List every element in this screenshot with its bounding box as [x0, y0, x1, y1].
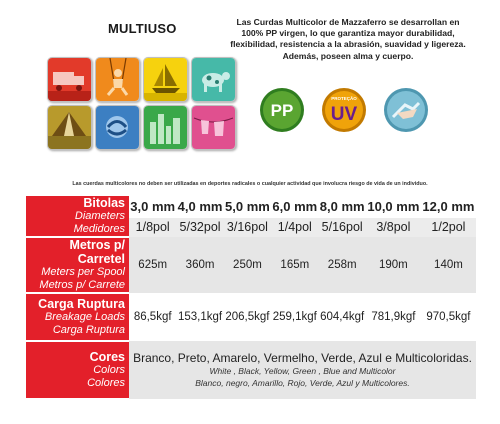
swimming-icon: [95, 105, 140, 150]
cores-sub-es: Colores: [87, 377, 125, 389]
bitolas-label: Bitolas: [83, 196, 125, 210]
breakage-load: 259,1kgf: [271, 293, 318, 341]
metros-label-cell: [26, 237, 129, 293]
specs-table: [26, 196, 476, 400]
diameter-pol: 3/16pol: [224, 218, 271, 237]
diameter-mm: 5,0 mm: [225, 198, 270, 214]
cattle-icon: [191, 57, 236, 102]
pp-badge-text: PP: [270, 101, 294, 120]
table-row-cores: [26, 341, 476, 399]
bitolas-sub-en: Diameters: [74, 210, 125, 222]
diameter-pol: 5/16pol: [319, 218, 366, 237]
cores-sub-en: Colors: [93, 364, 125, 376]
breakage-load: 970,5kgf: [421, 293, 476, 341]
clothesline-icon: [191, 105, 236, 150]
diameter-mm: 12,0 mm: [422, 198, 475, 214]
page-title: MULTIUSO: [108, 21, 177, 36]
meters-per-spool: 250m: [224, 237, 271, 293]
breakage-load: 86,5kgf: [129, 293, 176, 341]
diameter-mm: 6,0 mm: [272, 198, 318, 214]
pp-badge: [259, 87, 305, 133]
diameter-pol: 1/4pol: [271, 218, 318, 237]
meters-per-spool: 625m: [129, 237, 176, 293]
carga-sub-en: Breakage Loads: [44, 311, 125, 323]
uv-badge-top-text: PROTEÇÃO: [331, 96, 357, 101]
bitolas-label-cell: [26, 196, 129, 237]
product-description: Las Curdas Multicolor de Mazzaferro se desarrollan en 100% PP virgen, lo que garantiza mayor durabilidad, flexibilidad, resistencia a la abrasión, suavidad y ligereza. Además, poseen alma y cuerpo.: [230, 17, 466, 61]
metros-sub-es: Metros p/ Carrete: [39, 279, 125, 291]
table-row-bitolas-mm: [26, 196, 476, 218]
city-icon: [143, 105, 188, 150]
breakage-load: 206,5kgf: [224, 293, 271, 341]
bitolas-sub-es: Medidores: [73, 223, 125, 235]
colors-en: White , Black, Yellow, Green , Blue and Multicolor: [209, 366, 396, 376]
metros-label: Metros p/ Carretel: [69, 238, 125, 266]
breakage-load: 604,4kgf: [319, 293, 366, 341]
cores-label: Cores: [89, 350, 125, 364]
sailboat-icon: [143, 57, 188, 102]
hand-rope-badge: [383, 87, 429, 133]
diameter-pol: 3/8pol: [366, 218, 421, 237]
meters-per-spool: 258m: [319, 237, 366, 293]
metros-sub-en: Meters per Spool: [41, 266, 125, 278]
safety-warning: Las cuerdas multicolores no deben ser utilizadas en deportes radicales o cualquier actividad que involucra riesgo de vida de un individuo.: [72, 181, 428, 187]
truck-icon: [47, 57, 92, 102]
breakage-load: 153,1kgf: [176, 293, 223, 341]
cores-label-cell: [26, 341, 129, 399]
meters-per-spool: 140m: [421, 237, 476, 293]
tent-icon: [47, 105, 92, 150]
meters-per-spool: 360m: [176, 237, 223, 293]
diameter-pol: 1/8pol: [129, 218, 176, 237]
colors-pt: Branco, Preto, Amarelo, Vermelho, Verde, Azul e Multicoloridas.: [133, 351, 472, 365]
diameter-mm: 3,0 mm: [130, 198, 176, 214]
carga-label-cell: [26, 293, 129, 341]
swing-icon: [95, 57, 140, 102]
diameter-pol: 1/2pol: [421, 218, 476, 237]
meters-per-spool: 165m: [271, 237, 318, 293]
diameter-pol: 5/32pol: [176, 218, 223, 237]
breakage-load: 781,9kgf: [366, 293, 421, 341]
diameter-mm: 4,0 mm: [177, 198, 223, 214]
table-row-metros: [26, 237, 476, 293]
table-row-carga: [26, 293, 476, 341]
carga-sub-es: Carga Ruptura: [52, 324, 125, 336]
colors-es: Blanco, negro, Amarillo, Rojo, Verde, Azul y Multicolores.: [195, 378, 410, 388]
uv-badge-text: UV: [330, 104, 358, 125]
diameter-mm: 8,0 mm: [319, 198, 365, 214]
uv-protection-badge: [321, 87, 367, 133]
meters-per-spool: 190m: [366, 237, 421, 293]
diameter-mm: 10,0 mm: [367, 198, 420, 214]
colors-cell: [129, 341, 476, 399]
carga-label: Carga Ruptura: [38, 297, 125, 311]
